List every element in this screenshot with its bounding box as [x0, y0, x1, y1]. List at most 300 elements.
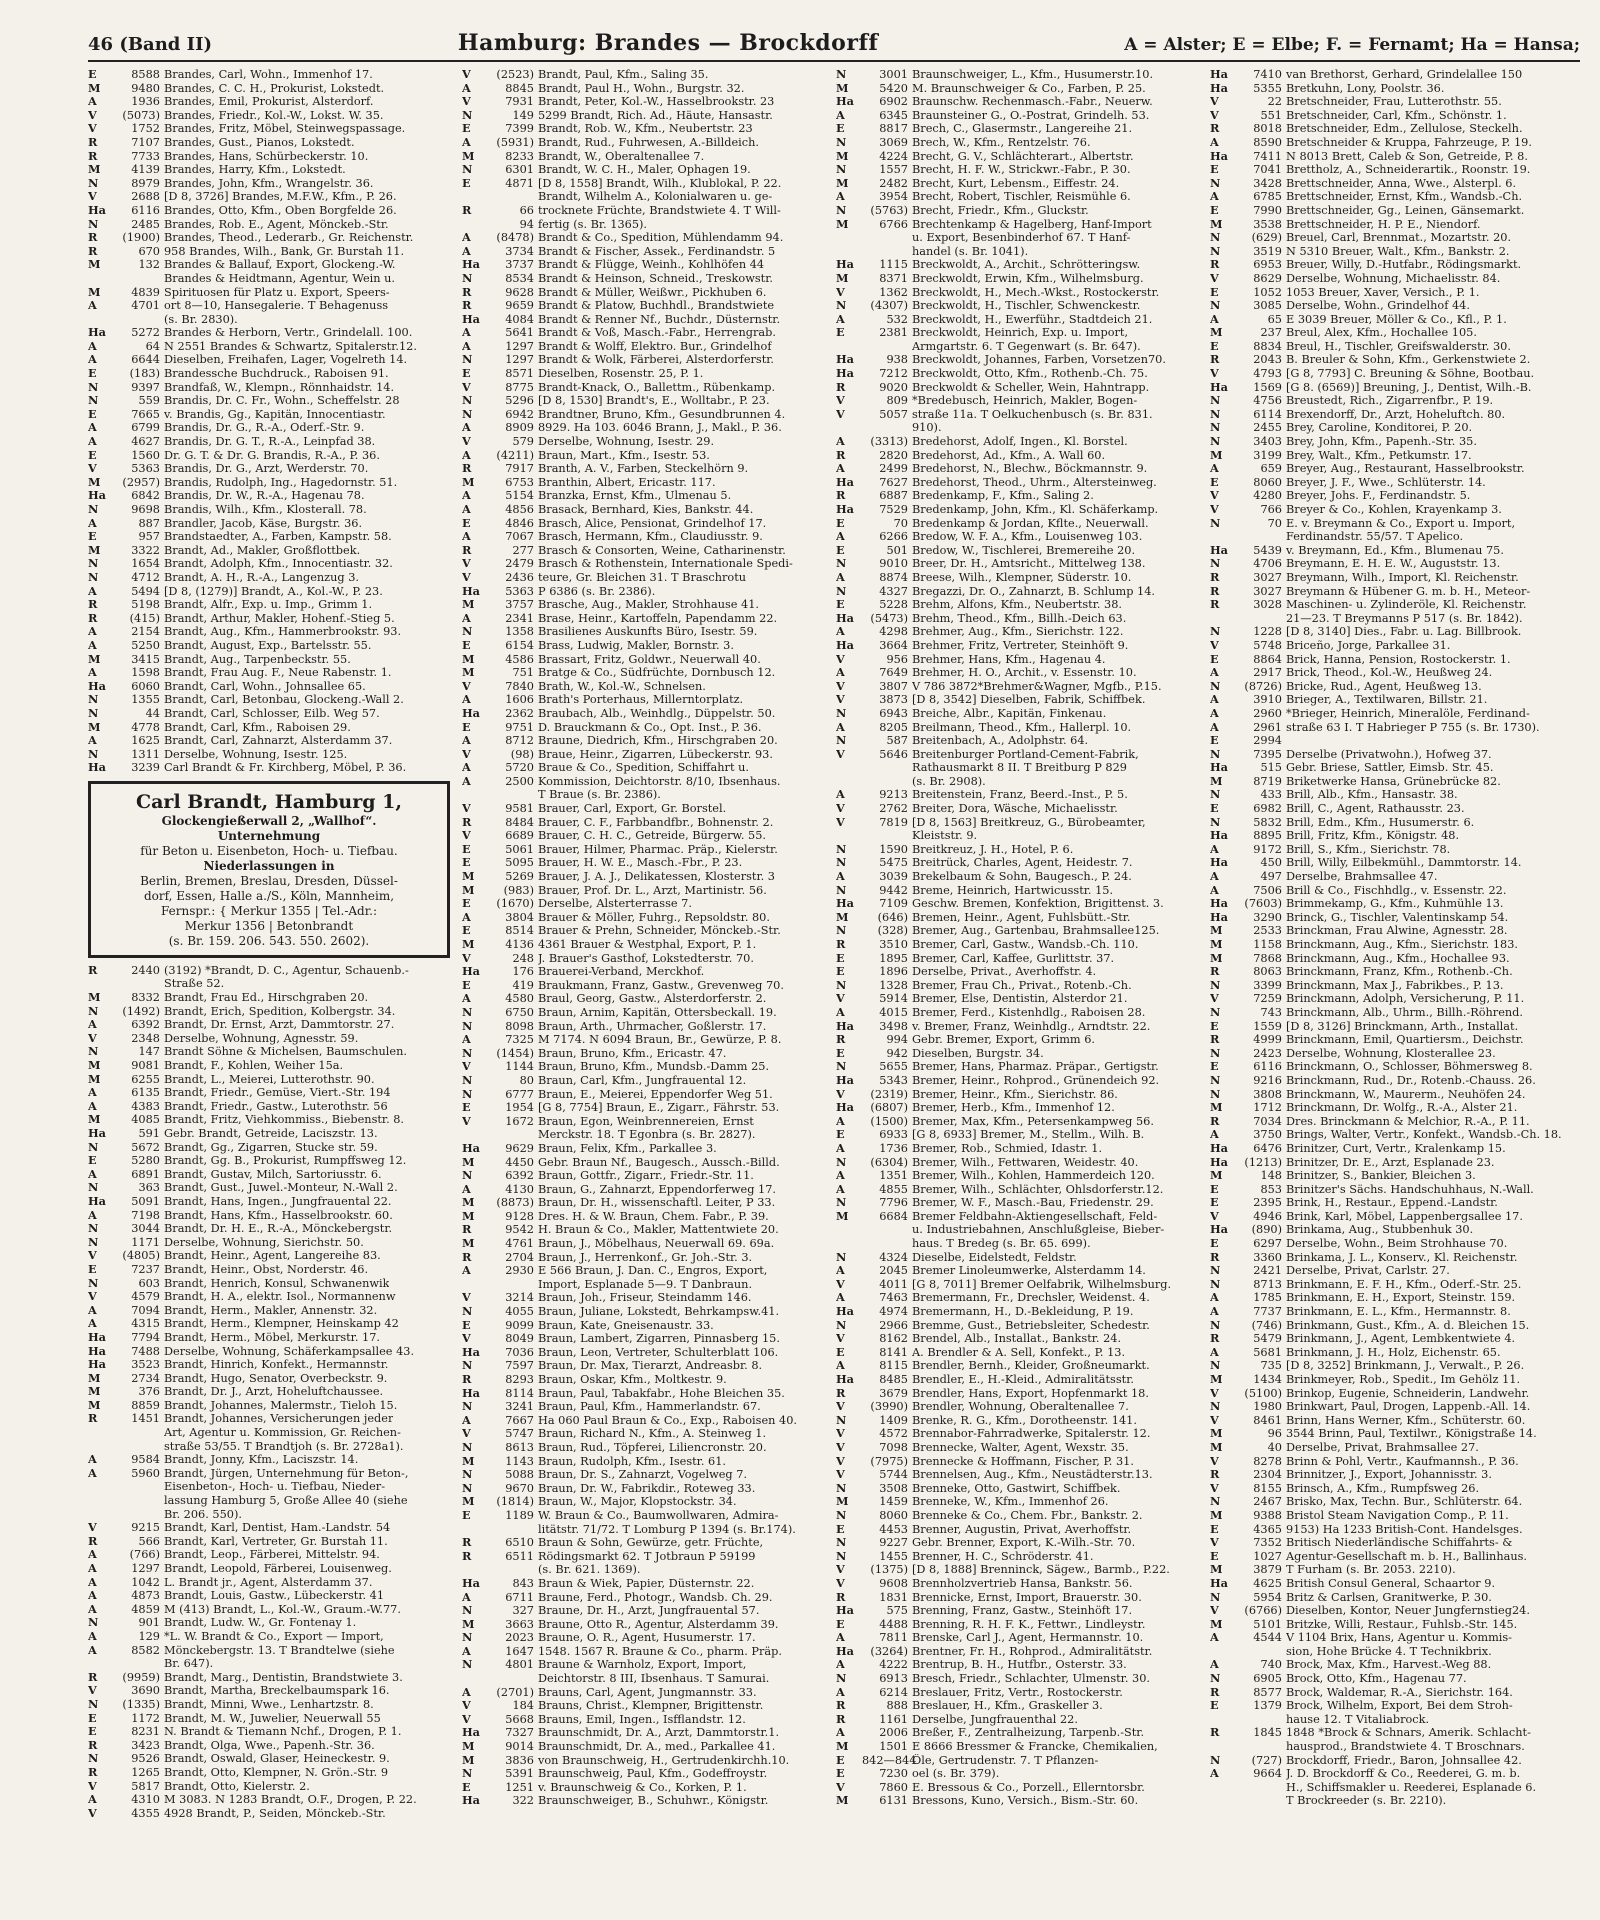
exchange-code: N — [836, 1508, 847, 1522]
entry-text: Brandt, Rob. W., Kfm., Neubertstr. 23 — [538, 122, 753, 136]
phone-number: 1311 — [131, 747, 160, 761]
entry-text: Braun, J., Herrenkonf., Gr. Joh.-Str. 3. — [538, 1250, 753, 1264]
phone-number: 4627 — [131, 435, 160, 449]
entry-text: T Braue (s. Br. 2386). — [538, 788, 661, 802]
directory-entry — [88, 1277, 452, 1291]
phone-number: 277 — [512, 543, 534, 557]
exchange-code: E — [1210, 1522, 1219, 1536]
exchange-code: E — [88, 530, 97, 544]
exchange-code — [1210, 1713, 1236, 1727]
exchange-code: N — [1210, 176, 1221, 190]
phone-number — [114, 1494, 164, 1508]
entry-text: Brauer, Carl, Export, Gr. Borstel. — [538, 802, 727, 816]
phone-number: 6943 — [879, 706, 908, 720]
entry-text: Ferdinandstr. 55/57. T Apelico. — [1286, 530, 1464, 544]
phone-number: 2423 — [1253, 1046, 1282, 1060]
exchange-code: E — [1210, 1237, 1219, 1251]
directory-entry — [836, 286, 1200, 300]
exchange-code — [836, 421, 862, 435]
phone-number: 5832 — [1253, 815, 1282, 829]
directory-entry — [1210, 1128, 1574, 1142]
entry-text: Brinckmann, Aug., Kfm., Hochallee 93. — [1286, 951, 1510, 965]
exchange-code: M — [462, 666, 475, 680]
phone-number: 1189 — [505, 1508, 534, 1522]
directory-entry — [836, 1196, 1200, 1210]
phone-number: 9608 — [879, 1576, 908, 1590]
directory-entry — [1210, 748, 1574, 762]
exchange-code: A — [462, 1590, 471, 1604]
phone-number: 9215 — [131, 1521, 160, 1535]
exchange-code: V — [836, 1563, 845, 1577]
directory-entry — [836, 1686, 1200, 1700]
exchange-code — [88, 977, 114, 991]
directory-entry — [836, 313, 1200, 327]
entry-text: (3192) *Brandt, D. C., Agentur, Schauenb.- — [164, 963, 409, 977]
directory-entry — [836, 938, 1200, 952]
exchange-code: A — [88, 299, 97, 313]
exchange-code: N — [836, 924, 847, 938]
directory-entry — [1210, 1020, 1574, 1034]
exchange-code: A — [88, 1589, 97, 1603]
phone-number: 8817 — [879, 122, 908, 136]
directory-entry — [462, 313, 826, 327]
exchange-code: V — [1210, 1209, 1219, 1223]
exchange-code — [462, 1128, 488, 1142]
directory-entry — [88, 1412, 452, 1426]
directory-entry — [836, 218, 1200, 232]
entry-text: Breymann, E. H. E. W., Auguststr. 13. — [1286, 557, 1501, 571]
exchange-code: E — [88, 448, 97, 462]
exchange-code: M — [462, 652, 475, 666]
directory-entry — [1210, 1278, 1574, 1292]
exchange-code: Ha — [462, 1576, 480, 1590]
directory-entry — [462, 245, 826, 259]
phone-number: 1654 — [131, 557, 160, 571]
phone-number: 3750 — [1253, 1128, 1282, 1142]
phone-number: 7109 — [879, 897, 908, 911]
phone-number: 4855 — [879, 1182, 908, 1196]
directory-entry — [88, 1467, 452, 1481]
exchange-code: E — [1210, 203, 1219, 217]
directory-entry — [88, 353, 452, 367]
phone-number: 3519 — [1253, 244, 1282, 258]
directory-entry — [462, 1591, 826, 1605]
exchange-code — [1210, 612, 1236, 626]
phone-number: 1144 — [505, 1060, 534, 1074]
directory-entry — [1210, 1033, 1574, 1047]
phone-number: (98) — [510, 747, 534, 761]
exchange-code: E — [88, 407, 97, 421]
phone-number: 8049 — [505, 1332, 534, 1346]
exchange-code: N — [1210, 1087, 1221, 1101]
entry-text: [G 8, 6933] Bremer, M., Stellm., Wilh. B. — [912, 1128, 1145, 1142]
phone-number: 3498 — [879, 1019, 908, 1033]
entry-text: Brandt, Martha, Breckelbaumspark 16. — [164, 1684, 390, 1698]
directory-entry — [836, 965, 1200, 979]
directory-entry — [836, 1278, 1200, 1292]
exchange-code: A — [88, 1317, 97, 1331]
entry-text: Bredenkamp, F., Kfm., Saling 2. — [912, 489, 1094, 503]
phone-number: 2966 — [879, 1318, 908, 1332]
phone-number: 327 — [512, 1604, 534, 1618]
entry-text: ort 8—10, Hansegalerie. T Behagenuss — [164, 299, 389, 313]
entry-text: Brasilienes Auskunfts Büro, Isestr. 59. — [538, 625, 758, 639]
entry-text: Breckwoldt, H., Tischler, Schwenckestr. — [912, 299, 1141, 313]
phone-number: 1451 — [131, 1412, 160, 1426]
directory-entry — [88, 421, 452, 435]
entry-text: Breslauer, Fritz, Vertr., Rostockerstr. — [912, 1685, 1123, 1699]
phone-number: 670 — [138, 244, 160, 258]
entry-text: Brandt, Herm., Möbel, Merkurstr. 17. — [164, 1330, 380, 1344]
exchange-code: R — [1210, 1114, 1220, 1128]
entry-text: v. Breymann, Ed., Kfm., Blumenau 75. — [1286, 543, 1504, 557]
directory-entry — [836, 340, 1200, 354]
entry-text: L. Brandt jr., Agent, Alsterdamm 37. — [164, 1575, 373, 1589]
phone-number: 6392 — [505, 1169, 534, 1183]
phone-number: 40 — [1267, 1440, 1282, 1454]
directory-entry — [1210, 870, 1574, 884]
exchange-code: V — [836, 679, 845, 693]
exchange-code: Ha — [1210, 543, 1228, 557]
exchange-code: A — [462, 1033, 471, 1047]
exchange-code: V — [462, 1114, 471, 1128]
page-number: 46 (Band II) — [88, 34, 213, 55]
entry-text: W. Braun & Co., Baumwollwaren, Admira- — [538, 1508, 779, 1522]
directory-entry — [836, 884, 1200, 898]
entry-text: Bremer, Heinr., Kfm., Sierichstr. 86. — [912, 1087, 1118, 1101]
phone-number: 3028 — [1253, 598, 1282, 612]
directory-entry — [1210, 1631, 1574, 1645]
entry-text: Bremer, Wilh., Schlächter, Ohlsdorferstr.12. — [912, 1182, 1164, 1196]
entry-text: Brenner, Augustin, Privat, Averhoffstr. — [912, 1522, 1132, 1536]
entry-text: Bremer, Heinr., Rohprod., Grünendeich 92. — [912, 1073, 1160, 1087]
entry-text: Brandt, Aug., Tarpenbeckstr. 55. — [164, 652, 351, 666]
entry-text: Braun, Richard N., Kfm., A. Steinweg 1. — [538, 1427, 767, 1441]
entry-text: M 7174. N 6094 Braun, Br., Gewürze, P. 8. — [538, 1033, 782, 1047]
phone-number: 4946 — [1253, 1209, 1282, 1223]
phone-number: 7506 — [1253, 883, 1282, 897]
directory-entry — [88, 1181, 452, 1195]
phone-number — [862, 421, 912, 435]
directory-entry — [462, 1291, 826, 1305]
phone-number: 2734 — [131, 1371, 160, 1385]
directory-entry — [836, 1346, 1200, 1360]
entry-text: 958 Brandes, Wilh., Bank, Gr. Burstah 11. — [164, 244, 405, 258]
phone-number: 5061 — [505, 842, 534, 856]
phone-number: 8293 — [505, 1373, 534, 1386]
directory-entry — [462, 625, 826, 639]
entry-text: Brinkmann, E. F. H., Kfm., Oderf.-Str. 25. — [1286, 1277, 1522, 1291]
phone-number: 2045 — [879, 1264, 908, 1278]
exchange-code: A — [88, 1208, 97, 1222]
exchange-code: E — [462, 516, 471, 530]
exchange-code: A — [836, 462, 845, 476]
directory-entry — [462, 204, 826, 218]
phone-number: 2421 — [1253, 1264, 1282, 1278]
directory-entry — [462, 639, 826, 653]
directory-entry — [1210, 136, 1574, 150]
directory-entry — [88, 1548, 452, 1562]
phone-number: (2523) — [496, 68, 534, 81]
phone-number: 7230 — [879, 1767, 908, 1781]
exchange-code: A — [88, 1099, 97, 1113]
exchange-code: N — [462, 108, 473, 122]
phone-number: 1785 — [1253, 1291, 1282, 1305]
directory-entry — [462, 1278, 826, 1292]
directory-entry — [1210, 1495, 1574, 1509]
directory-entry — [88, 1494, 452, 1508]
entry-text: Brandt, Gustav, Milch, Sartoriusstr. 6. — [164, 1167, 382, 1181]
exchange-code: R — [1210, 584, 1220, 598]
phone-number: 8278 — [1253, 1454, 1282, 1468]
entry-text: Brenneke, Otto, Gastwirt, Schiffbek. — [912, 1481, 1121, 1495]
directory-entry — [462, 979, 826, 993]
exchange-code: A — [836, 1685, 845, 1699]
phone-number: (1670) — [496, 897, 534, 911]
directory-entry — [462, 218, 826, 232]
ad-line: dorf, Essen, Halle a./S., Köln, Mannheim, — [143, 888, 395, 903]
exchange-code: E — [462, 978, 471, 992]
directory-entry — [88, 1222, 452, 1236]
directory-entry — [836, 734, 1200, 748]
entry-text: Brauns, Emil, Ingen., Isfflandstr. 12. — [538, 1712, 746, 1726]
exchange-code: Ha — [1210, 380, 1228, 394]
entry-text: Öle, Gertrudenstr. 7. T Pflanzen- — [912, 1753, 1099, 1767]
directory-entry — [462, 190, 826, 204]
directory-entry — [88, 1127, 452, 1141]
exchange-code: A — [462, 734, 471, 748]
entry-text: Brennecke & Hoffmann, Fischer, P. 31. — [912, 1454, 1134, 1468]
exchange-code: R — [1210, 965, 1220, 979]
exchange-code: V — [836, 815, 845, 829]
exchange-code — [1210, 1645, 1236, 1659]
directory-entry — [1210, 1237, 1574, 1251]
directory-entry — [1210, 693, 1574, 707]
phone-number: 5198 — [131, 598, 160, 612]
directory-entry — [88, 1684, 452, 1698]
entry-text: Braukmann, Franz, Gastw., Grevenweg 70. — [538, 978, 784, 992]
exchange-code: N — [462, 1046, 473, 1060]
phone-number: 3664 — [879, 638, 908, 652]
exchange-code: E — [836, 1046, 845, 1060]
phone-number: 8590 — [1253, 135, 1282, 149]
exchange-code: M — [88, 1371, 101, 1385]
phone-number: 9659 — [505, 299, 534, 313]
entry-text: Derselbe, Jungfrauenthal 22. — [912, 1712, 1078, 1726]
entry-text: Brandis, Dr. W., R.-A., Hagenau 78. — [164, 489, 365, 503]
exchange-code: Ha — [462, 1345, 480, 1359]
phone-number: 1115 — [879, 258, 908, 272]
exchange-code: R — [88, 963, 98, 977]
phone-number: 1362 — [879, 285, 908, 299]
exchange-code: M — [88, 543, 101, 557]
exchange-code: V — [88, 1031, 97, 1045]
exchange-code: N — [462, 1169, 473, 1183]
phone-number: 8864 — [1253, 652, 1282, 666]
exchange-code: N — [836, 1481, 847, 1495]
phone-number: 8588 — [131, 68, 160, 81]
phone-number: 7094 — [131, 1303, 160, 1317]
directory-entry — [462, 802, 826, 816]
directory-entry — [462, 1414, 826, 1428]
entry-text: Braun, Dr. S., Zahnarzt, Vogelweg 7. — [538, 1468, 748, 1482]
exchange-code: N — [462, 163, 473, 177]
entry-text: Brandt, August, Exp., Bartelsstr. 55. — [164, 638, 372, 652]
phone-number: 4999 — [1253, 1033, 1282, 1047]
exchange-code: Ha — [88, 489, 106, 503]
column-3 — [836, 68, 1200, 1820]
phone-number: 5494 — [131, 584, 160, 598]
entry-text: E. Bressous & Co., Porzell., Ellerntorsbr. — [912, 1780, 1145, 1794]
entry-text: Brinckmann, W., Maurerm., Neuhöfen 24. — [1286, 1087, 1526, 1101]
phone-number: 8834 — [1253, 339, 1282, 353]
directory-entry — [462, 136, 826, 150]
entry-text: Bretschneider, Frau, Lutterothstr. 55. — [1286, 95, 1502, 109]
exchange-code: V — [1210, 367, 1219, 381]
exchange-code: V — [462, 1699, 471, 1713]
entry-text: Brasch & Rothenstein, Internationale Spedi- — [538, 557, 793, 571]
entry-text: Brinsch, A., Kfm., Rumpfsweg 26. — [1286, 1481, 1480, 1495]
entry-text: Branth, A. V., Farben, Steckelhörn 9. — [538, 462, 749, 476]
phone-number: (1814) — [496, 1495, 534, 1509]
entry-text: (s. Br. 2830). — [164, 312, 238, 326]
directory-entry — [462, 326, 826, 340]
directory-entry — [88, 1780, 452, 1794]
entry-text: Brandes, Harry, Kfm., Lokstedt. — [164, 163, 346, 177]
directory-entry — [836, 1726, 1200, 1740]
entry-text: Bretschneider, Edm., Zellulose, Steckelh. — [1286, 122, 1523, 136]
exchange-code: V — [462, 1332, 471, 1346]
phone-number: 322 — [512, 1794, 534, 1808]
phone-number: 1052 — [1253, 285, 1282, 299]
directory-entry — [836, 462, 1200, 476]
exchange-code — [88, 272, 114, 286]
directory-entry — [88, 653, 452, 667]
ad-line: (s. Br. 159. 206. 543. 550. 2602). — [168, 933, 370, 948]
entry-text: Brandt, Jonny, Kfm., Laciszstr. 14. — [164, 1453, 359, 1467]
entry-text: Brandt, M. W., Juwelier, Neuerwall 55 — [164, 1711, 381, 1725]
entry-text: Merckstr. 18. T Egonbra (s. Br. 2827). — [538, 1128, 756, 1142]
phone-number: 4846 — [505, 516, 534, 530]
phone-number: 5655 — [879, 1060, 908, 1074]
exchange-code: E — [462, 842, 471, 856]
entry-text: Braun, Bruno, Kfm., Mundsb.-Damm 25. — [538, 1060, 770, 1074]
phone-number: 7840 — [505, 679, 534, 693]
exchange-code: A — [836, 1114, 845, 1128]
phone-number: 3734 — [505, 244, 534, 258]
phone-number: 5250 — [131, 638, 160, 652]
exchange-code: A — [88, 584, 97, 598]
directory-entry — [88, 680, 452, 694]
entry-text: Brimmekamp, G., Kfm., Kuhmühle 13. — [1286, 897, 1504, 911]
entry-text: Breymann & Hübener G. m. b. H., Meteor- — [1286, 584, 1531, 598]
directory-entry — [836, 1387, 1200, 1401]
entry-text: Brehm, Theod., Kfm., Billh.-Deich 63. — [912, 611, 1127, 625]
phone-number: 1459 — [879, 1495, 908, 1509]
directory-entry — [836, 82, 1200, 96]
exchange-code: Ha — [88, 1330, 106, 1344]
exchange-code: M — [88, 720, 101, 734]
directory-entry — [1210, 299, 1574, 313]
exchange-code: N — [462, 394, 473, 408]
directory-entry — [88, 1059, 452, 1073]
directory-entry — [462, 286, 826, 300]
exchange-code: E — [836, 1617, 845, 1631]
entry-text: Bremermann, Fr., Drechsler, Weidenst. 4. — [912, 1291, 1150, 1305]
exchange-code: E — [88, 68, 97, 81]
phone-number: 1831 — [879, 1590, 908, 1604]
entry-text: Brandt & Fischer, Assek., Ferdinandstr. 5 — [538, 244, 776, 258]
entry-text: Brill, Willy, Eilbekmühl., Dammtorstr. 14. — [1286, 856, 1522, 870]
exchange-code: M — [88, 1059, 101, 1073]
directory-entry — [1210, 1006, 1574, 1020]
entry-text: [D 8, 3542] Dieselben, Fabrik, Schiffbek. — [912, 693, 1146, 707]
exchange-code: A — [836, 190, 845, 204]
directory-entry — [836, 829, 1200, 843]
entry-text: Braun, Bruno, Kfm., Ericastr. 47. — [538, 1046, 727, 1060]
directory-entry — [836, 1210, 1200, 1224]
exchange-code: N — [1210, 231, 1221, 245]
phone-number: 887 — [138, 516, 160, 530]
entry-text: Derselbe, Wohnung, Klosterallee 23. — [1286, 1046, 1496, 1060]
exchange-code: V — [88, 108, 97, 122]
entry-text: Brandt, Arthur, Makler, Hohenf.-Stieg 5. — [164, 611, 395, 625]
directory-entry — [88, 1209, 452, 1223]
exchange-code: N — [88, 706, 99, 720]
directory-entry — [462, 1794, 826, 1808]
directory-entry — [1210, 571, 1574, 585]
phone-number: 1455 — [879, 1549, 908, 1563]
entry-text: Brandt, Fritz, Viehkommiss., Biebenstr. 8. — [164, 1113, 405, 1127]
directory-entry — [1210, 856, 1574, 870]
phone-number: 6711 — [505, 1590, 534, 1604]
directory-entry — [836, 1482, 1200, 1496]
entry-text: Brenneke & Co., Chem. Fbr., Bankstr. 2. — [912, 1508, 1143, 1522]
directory-entry — [462, 109, 826, 123]
entry-text: Bredow, W., Tischlerei, Bremereihe 20. — [912, 543, 1136, 557]
entry-text: Brey, John, Kfm., Papenh.-Str. 35. — [1286, 435, 1477, 449]
entry-text: Bredehorst, Ad., Kfm., A. Wall 60. — [912, 448, 1106, 462]
directory-entry — [836, 802, 1200, 816]
entry-text: 1548. 1567 R. Braune & Co., pharm. Präp. — [538, 1644, 782, 1658]
exchange-code: R — [1210, 1468, 1220, 1482]
entry-text: Brandis, Dr. C. Fr., Wohn., Scheffelstr. 28 — [164, 394, 400, 408]
phone-number: 8231 — [131, 1725, 160, 1739]
exchange-code: Ha — [88, 679, 106, 693]
exchange-code: V — [1210, 1386, 1219, 1400]
exchange-code: N — [88, 1235, 99, 1249]
exchange-code: M — [836, 1209, 849, 1223]
entry-text: Bredehorst, Theod., Uhrm., Altersteinweg. — [912, 475, 1157, 489]
phone-number: 4365 — [1253, 1522, 1282, 1536]
directory-entry — [88, 177, 452, 191]
phone-number: 7325 — [505, 1033, 534, 1047]
entry-text: Brandes, John, Kfm., Wrangelstr. 36. — [164, 176, 374, 190]
phone-number: 1355 — [131, 693, 160, 707]
entry-text: Branthin, Albert, Ericastr. 117. — [538, 475, 716, 489]
entry-list — [88, 964, 452, 1820]
exchange-code: E — [1210, 1019, 1219, 1033]
directory-entry — [88, 1793, 452, 1807]
exchange-code: M — [1210, 1617, 1223, 1631]
directory-entry — [836, 109, 1200, 123]
exchange-code: A — [1210, 462, 1219, 476]
directory-entry — [88, 585, 452, 599]
directory-entry — [1210, 897, 1574, 911]
exchange-code: N — [836, 557, 847, 571]
phone-number: 1158 — [1253, 938, 1282, 951]
entry-text: Brentner, Fr. H., Rohprod., Admiralitätstr. — [912, 1644, 1153, 1658]
